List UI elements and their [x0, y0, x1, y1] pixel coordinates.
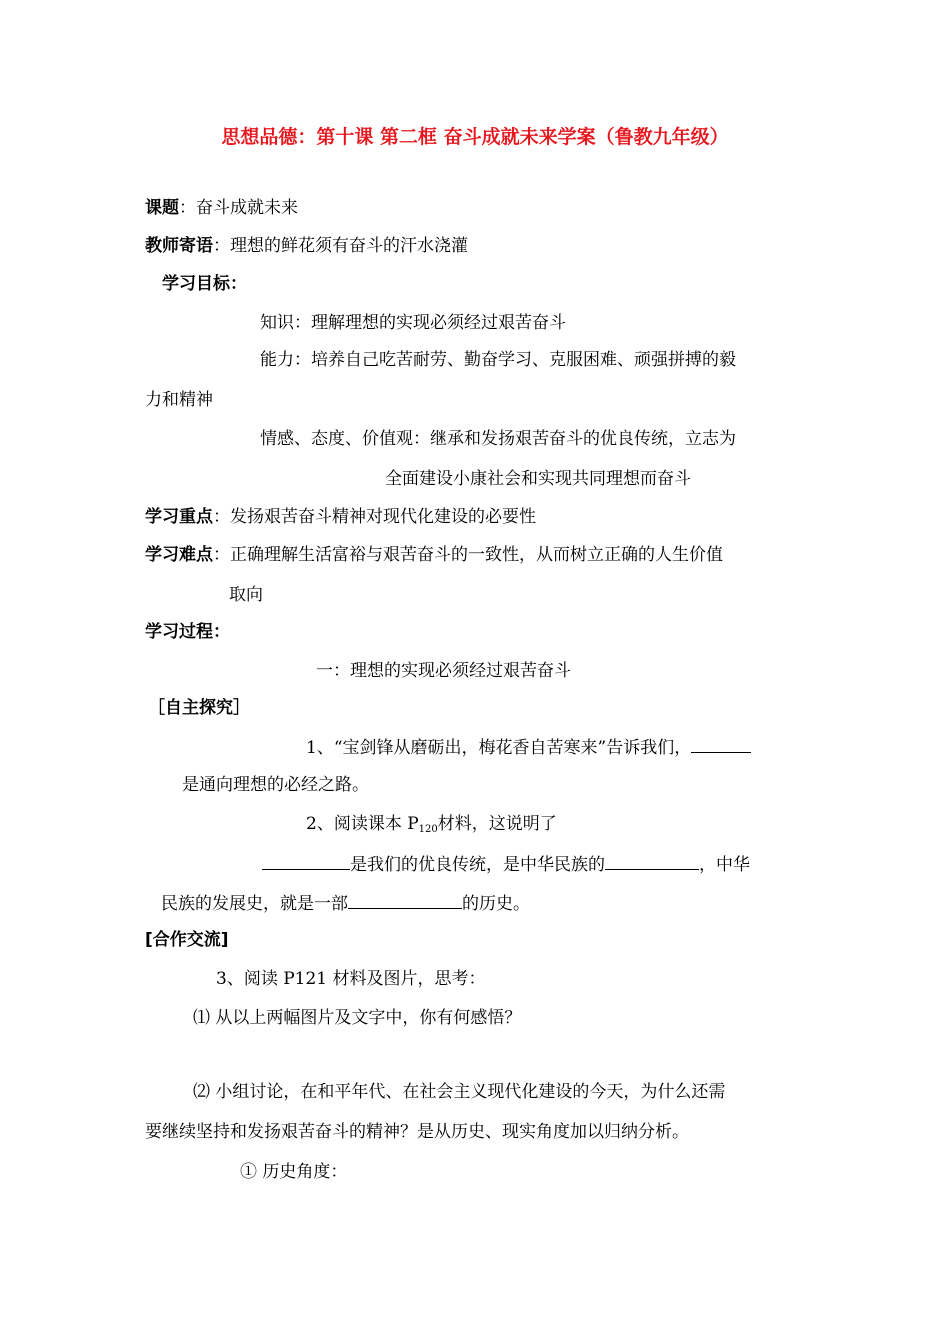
key-point-label: 学习重点: [145, 507, 213, 527]
question-2-text-a: 2、阅读课本 P: [306, 814, 419, 834]
goal-ability-line-2: 力和精神: [145, 390, 213, 410]
process-label: 学习过程：: [145, 622, 230, 642]
topic-line: [145, 196, 298, 220]
answer-blank-1[interactable]: [691, 734, 751, 753]
goal-emotion-line-2: 全面建设小康社会和实现共同理想而奋斗: [385, 469, 691, 489]
question-3-2-line-2: 要继续坚持和发扬艰苦奋斗的精神？是从历史、现实角度加以归纳分析。: [145, 1122, 689, 1142]
key-point-line: [145, 505, 536, 529]
teacher-note-label: 教师寄语: [145, 236, 213, 256]
answer-blank-3[interactable]: [605, 851, 699, 870]
goal-ability-line-1: 能力：培养自己吃苦耐劳、勤奋学习、克服困难、顽强拼搏的毅: [260, 350, 736, 370]
answer-blank-2[interactable]: [262, 851, 350, 870]
page-title: 思想品德：第十课 第二框 奋斗成就未来学案（鲁教九年级）: [221, 126, 729, 148]
key-point-value: ：发扬艰苦奋斗精神对现代化建设的必要性: [213, 507, 536, 527]
question-1-line-2: 是通向理想的必经之路。: [182, 775, 369, 795]
topic-label: 课题: [145, 198, 179, 218]
question-2-line-3: [161, 890, 530, 916]
question-3-2-line-1: ⑵ 小组讨论，在和平年代、在社会主义现代化建设的今天，为什么还需: [193, 1082, 726, 1102]
difficulty-line: [145, 543, 723, 567]
goal-emotion-line-1: 情感、态度、价值观：继承和发扬艰苦奋斗的优良传统，立志为: [260, 429, 736, 449]
question-2-page-sub: 120: [418, 824, 438, 835]
teacher-note-line: [145, 234, 468, 258]
question-2-text-c2: ，中华: [699, 855, 750, 875]
question-2-line-1: [306, 812, 557, 839]
question-1-line-1: [306, 734, 751, 760]
question-2-line-2: [262, 851, 750, 877]
goal-knowledge: 知识：理解理想的实现必须经过艰苦奋斗: [260, 313, 566, 333]
difficulty-value-2: 取向: [229, 585, 263, 605]
teacher-note-value: ：理想的鲜花须有奋斗的汗水浇灌: [213, 236, 468, 256]
answer-blank-4[interactable]: [348, 890, 462, 909]
question-1-text: 1、“宝剑锋从磨砺出，梅花香自苦寒来”告诉我们，: [306, 738, 692, 758]
section-heading-1: 一：理想的实现必须经过艰苦奋斗: [316, 661, 571, 681]
question-2-text-d2: 的历史。: [462, 894, 530, 914]
question-3-2-history: ① 历史角度：: [240, 1162, 348, 1182]
goals-label: 学习目标：: [162, 274, 247, 294]
question-3: 3、阅读 P121 材料及图片，思考：: [216, 969, 486, 989]
question-3-1: ⑴ 从以上两幅图片及文字中，你有何感悟？: [193, 1008, 522, 1028]
topic-value: ：奋斗成就未来: [179, 198, 298, 218]
difficulty-label: 学习难点: [145, 545, 213, 565]
question-2-text-d1: 民族的发展史，就是一部: [161, 894, 348, 914]
self-explore-heading: ［自主探究］: [148, 698, 250, 718]
cooperation-heading: [合作交流]: [145, 930, 229, 950]
question-2-text-b: 材料，这说明了: [437, 814, 557, 834]
difficulty-value-1: ：正确理解生活富裕与艰苦奋斗的一致性，从而树立正确的人生价值: [213, 545, 723, 565]
question-2-text-c1: 是我们的优良传统，是中华民族的: [350, 855, 605, 875]
